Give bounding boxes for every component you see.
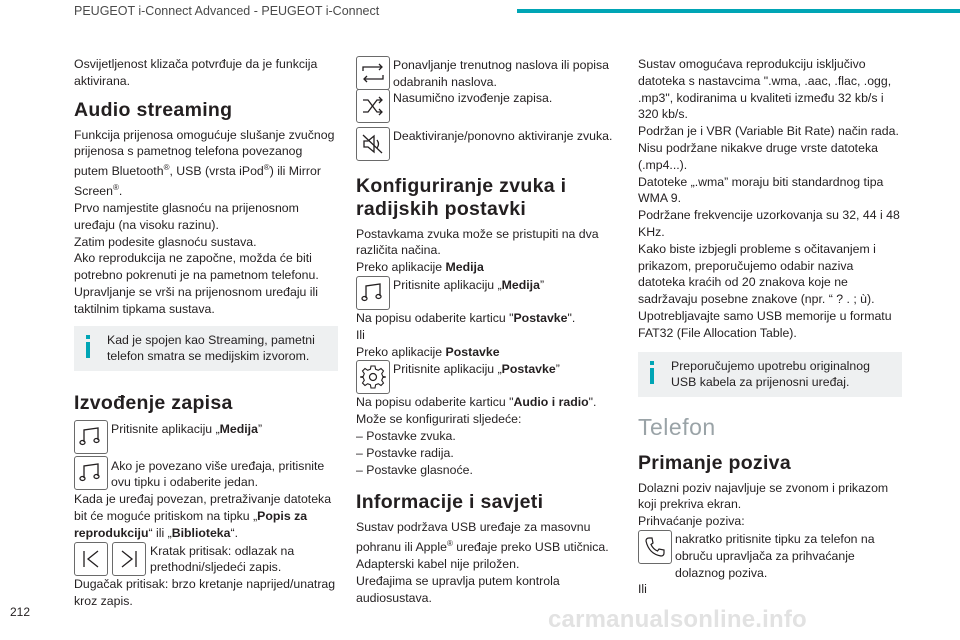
settings-media-text: Pritisnite aplikaciju „Medija” [393, 277, 545, 292]
audio-streaming-paragraph: Funkcija prijenosa omogućuje slušanje zvučnog prijenosa s pametnog telefona povezanog putem Bluetooth®, USB (vrsta iPod®) ili Mirror Screen®. [74, 127, 335, 199]
browse-paragraph: Kada je uređaj povezan, pretraživanje datoteka bit će moguće pritiskom na tipku „Popis za reprodukciju“ ili „Biblioteka“. [74, 492, 332, 540]
media-app-row [74, 420, 338, 454]
info-icon [86, 335, 90, 358]
info-box-text: Kad je spojen kao Streaming, pametni telefon smatra se medijskim izvorom. [107, 332, 315, 364]
info-box-text: Preporučujemo upotrebu originalnog USB kabela za prijenosni uređaj. [671, 358, 870, 390]
filename-paragraph: Kako biste izbjegli probleme s očitavanjem i prikazom, preporučujemo odabir naziva datoteka kraćih od 20 znakova koje ne sadržavaju posebne znakove (npr. “ ? . ; ù). [638, 241, 876, 307]
gear-icon [356, 360, 390, 394]
track-skip-row [74, 542, 338, 577]
info-box-usb-cable [638, 352, 902, 397]
mute-row [356, 127, 618, 161]
via-media-app: Preko aplikacije Medija [356, 260, 484, 275]
device-control-paragraph: Uređajima se upravlja putem kontrola audiosustava. [356, 573, 560, 605]
page-number: 212 [10, 605, 31, 619]
formats-paragraph: Sustav omogućava reprodukciju isključivo datoteka s nastavcima ".wma, .aac, .flac, .ogg, .mp3", kodiranima u kvaliteti između 32 kb/s i 320 kb/s. [638, 57, 892, 122]
audio-volume-paragraph: Prvo namjestite glasnoću na prijenosnom uređaju (na visoku razinu). [74, 200, 299, 232]
source-select-text: Ako je povezano više uređaja, pritisnite ovu tipku i odaberite jedan. [111, 458, 325, 490]
source-select-row [74, 456, 338, 492]
sound-settings-intro: Postavkama zvuka može se pristupiti na dva različita načina. [356, 226, 599, 258]
configurable-intro: Može se konfigurirati sljedeće: [356, 412, 522, 427]
music-note-icon [74, 420, 108, 454]
settings-media-row [356, 276, 618, 310]
repeat-icon [356, 56, 390, 90]
adapter-paragraph: Adapterski kabel nije priložen. [356, 557, 520, 572]
mute-speaker-icon [356, 127, 390, 161]
media-app-text: Pritisnite aplikaciju „Medija” [111, 421, 263, 436]
music-note-icon [356, 276, 390, 310]
list-item: – Postavke radija. [356, 445, 454, 460]
select-audio-tab: Na popisu odaberite karticu "Audio i radio". [356, 395, 597, 410]
info-icon [650, 361, 654, 384]
header-accent-bar [517, 9, 960, 13]
accept-call-row [638, 530, 902, 581]
info-tips-heading: Informacije i savjeti [356, 491, 544, 514]
shuffle-text: Nasumično izvođenje zapisa. [393, 90, 553, 105]
accept-call-label: Prihvaćanje poziva: [638, 514, 745, 529]
incoming-call-paragraph: Dolazni poziv najavljuje se zvonom i prikazom koji prekriva ekran. [638, 480, 889, 512]
mute-text: Deaktiviranje/ponovno aktiviranje zvuka. [393, 128, 613, 143]
previous-track-icon [74, 542, 108, 576]
accept-call-text: nakratko pritisnite tipku za telefon na obruču upravljača za prihvaćanje dolaznog poziva. [675, 531, 875, 580]
frequencies-paragraph: Podržane frekvencije uzorkovanja su 32, 44 i 48 KHz. [638, 208, 900, 239]
settings-app-row [356, 360, 618, 394]
via-settings-app: Preko aplikacije Postavke [356, 344, 500, 359]
vbr-paragraph: Podržan je i VBR (Variable Bit Rate) način rada. [638, 124, 899, 139]
info-box-streaming [74, 326, 338, 371]
track-playback-heading: Izvođenje zapisa [74, 391, 233, 414]
sound-settings-heading: Konfiguriranje zvuka i radijskih postavki [356, 174, 567, 220]
phone-section-heading: Telefon [638, 413, 716, 440]
track-skip-text: Kratak pritisak: odlazak na prethodni/sljedeći zapis. [150, 543, 295, 575]
intro-paragraph: Osvijetljenost klizača potvrđuje da je funkcija aktivirana. [74, 57, 318, 88]
audio-system-volume-paragraph: Zatim podesite glasnoću sustava. [74, 234, 257, 249]
shuffle-row [356, 89, 618, 123]
audio-control-paragraph: Upravljanje se vrši na prijenosnom uređaju ili taktilnim tipkama sustava. [74, 284, 319, 316]
list-item: – Postavke glasnoće. [356, 462, 473, 477]
settings-app-text: Pritisnite aplikaciju „Postavke” [393, 362, 560, 377]
or-text: Ili [638, 582, 647, 597]
page-header-title: PEUGEOT i-Connect Advanced - PEUGEOT i-Connect [74, 4, 380, 18]
unsupported-paragraph: Nisu podržane nikakve druge vrste datoteka (.mp4...). [638, 140, 878, 172]
long-press-paragraph: Dugačak pritisak: brzo kretanje naprijed/unatrag kroz zapis. [74, 577, 336, 608]
or-text: Ili [356, 327, 365, 342]
audio-streaming-heading: Audio streaming [74, 98, 233, 121]
column-left [74, 56, 338, 610]
repeat-text: Ponavljanje trenutnog naslova ili popisa odabranih naslova. [393, 58, 610, 89]
list-item: – Postavke zvuka. [356, 428, 456, 443]
repeat-row [356, 56, 618, 91]
music-note-icon [74, 456, 108, 490]
fat32-paragraph: Upotrebljavajte samo USB memorije u formatu FAT32 (File Allocation Table). [638, 308, 892, 340]
usb-support-paragraph: Sustav podržava USB uređaje za masovnu pohranu ili Apple® uređaje preko USB utičnica. [356, 520, 609, 555]
phone-icon [638, 530, 672, 564]
watermark: carmanualsonline.info [548, 606, 807, 633]
shuffle-icon [356, 89, 390, 123]
column-right [638, 56, 902, 598]
next-track-icon [112, 542, 146, 576]
wma-paragraph: Datoteke „.wma” moraju biti standardnog tipa WMA 9. [638, 174, 884, 206]
select-settings-tab: Na popisu odaberite karticu "Postavke". [356, 310, 576, 325]
receiving-call-heading: Primanje poziva [638, 451, 791, 474]
column-middle [356, 56, 618, 606]
audio-playback-paragraph: Ako reprodukcija ne započne, možda će biti potrebno pokrenuti je na pametnom telefonu. [74, 251, 319, 283]
